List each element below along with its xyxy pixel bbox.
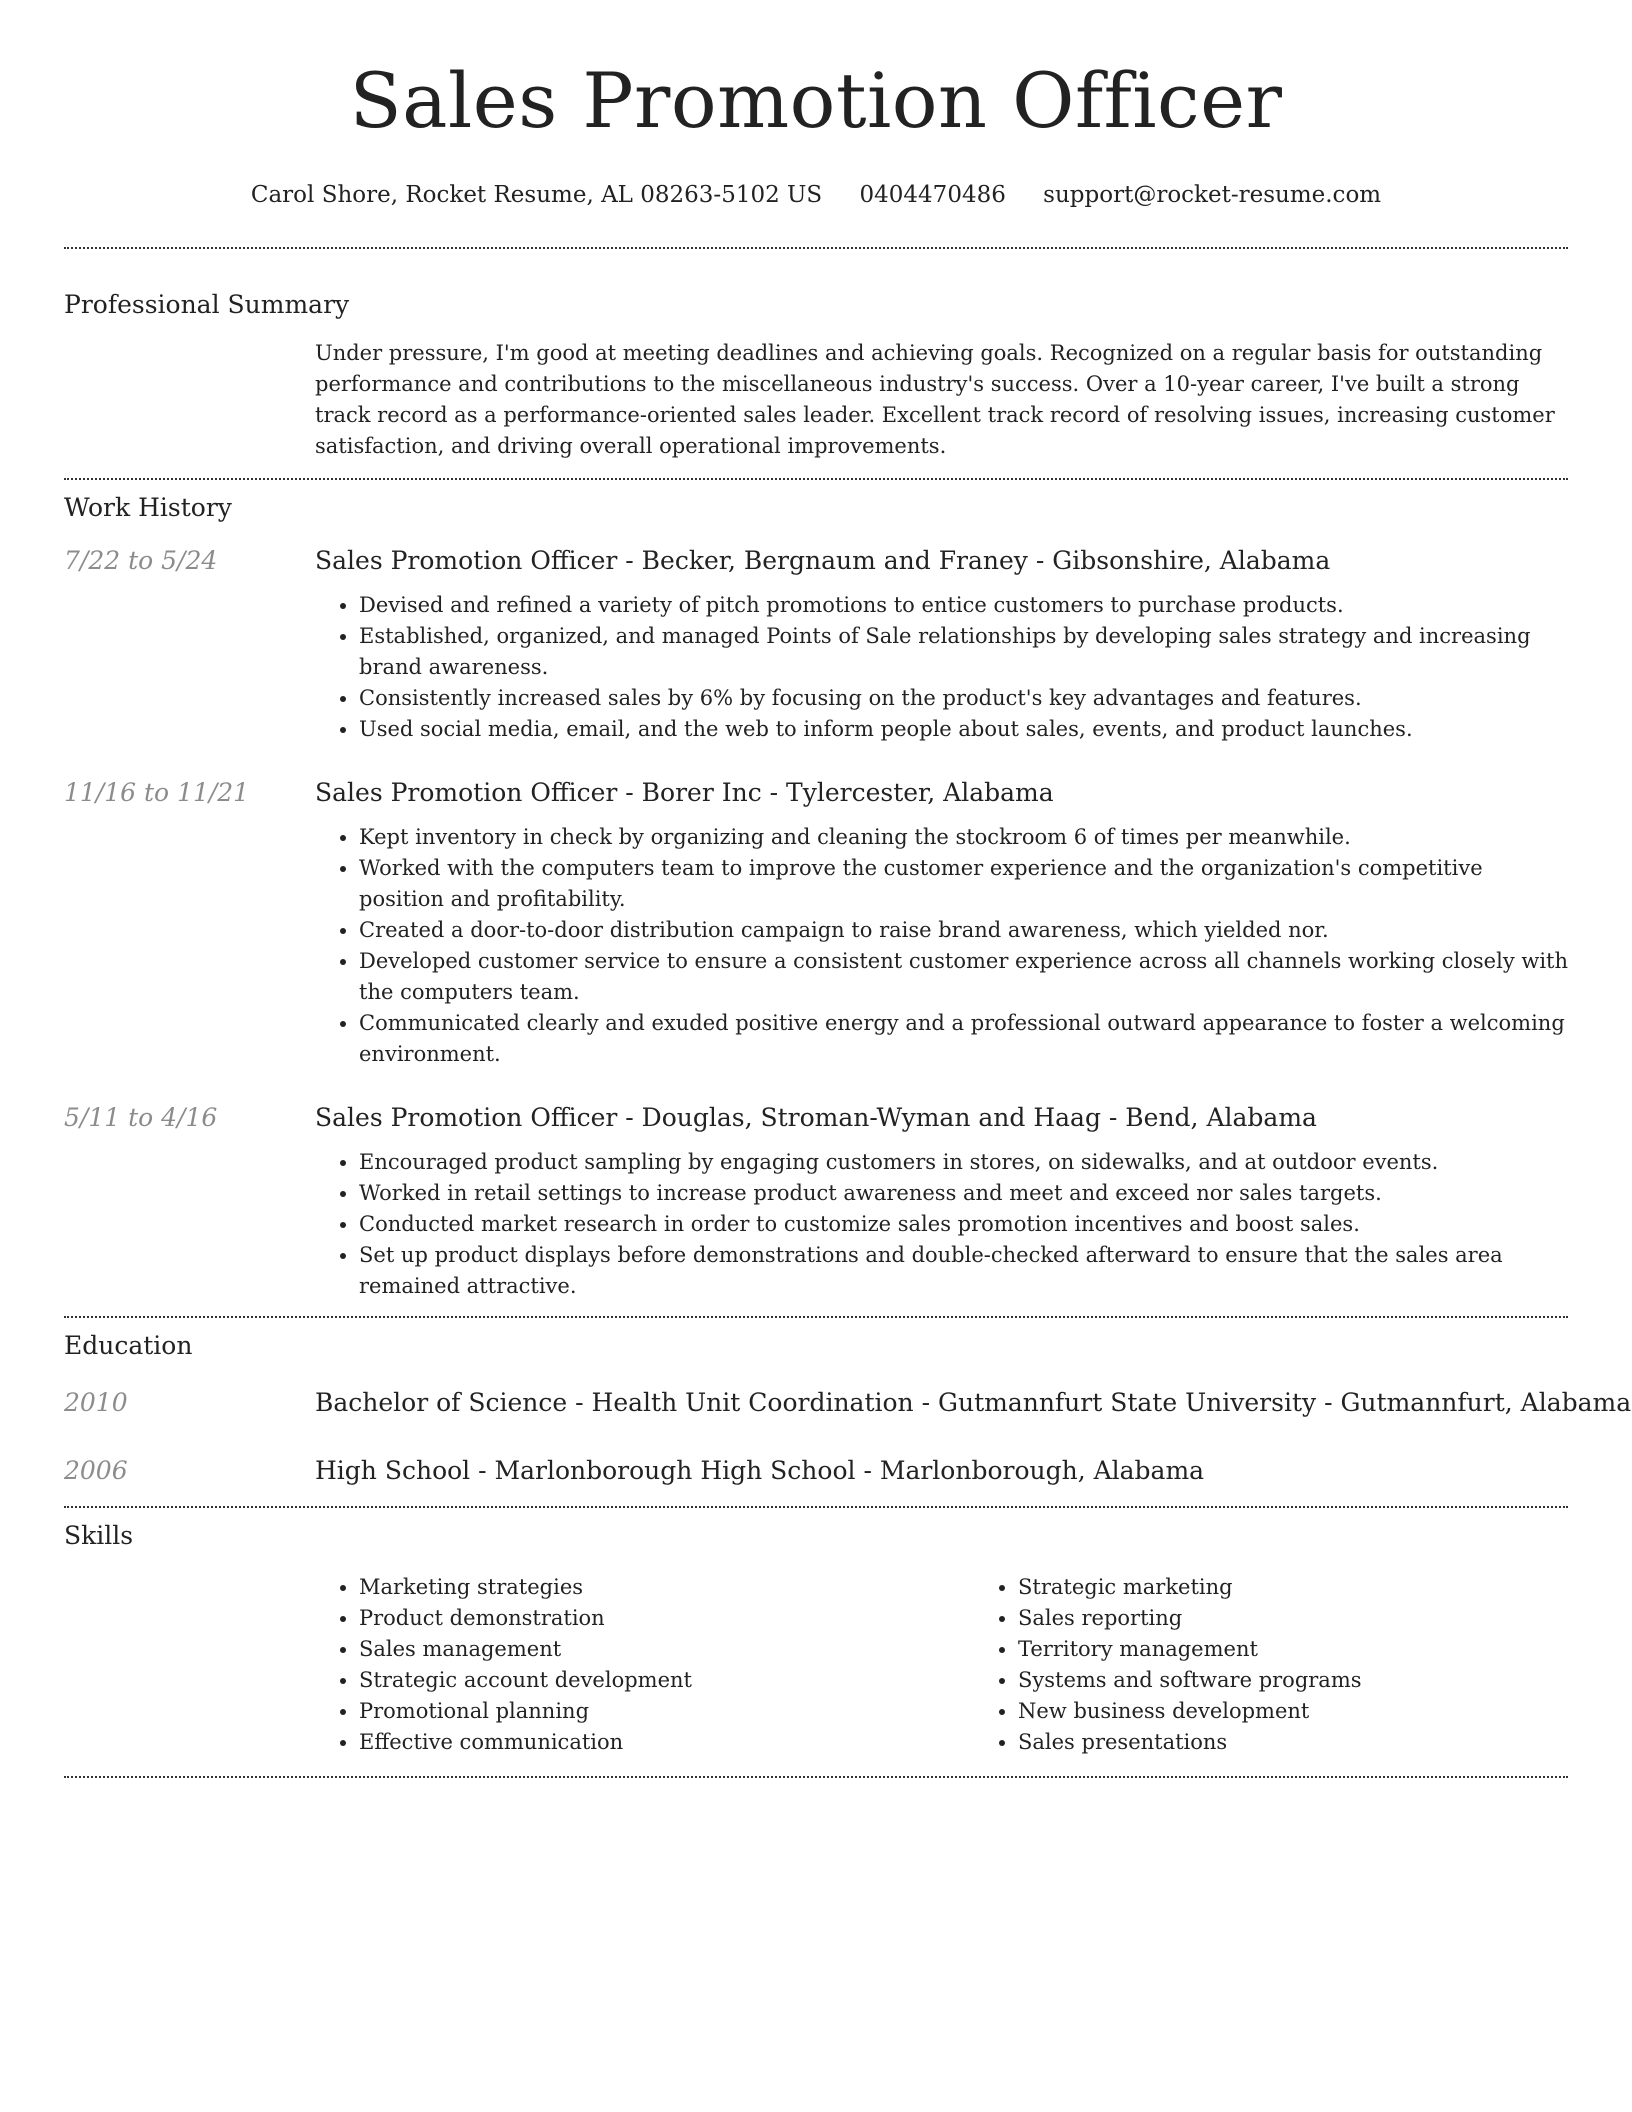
skill-item: • Marketing strategies — [359, 1572, 974, 1603]
job-bullet: • Encouraged product sampling by engaging customers in stores, on sidewalks, and at outdoor events. — [359, 1147, 1568, 1178]
education-entry — [64, 1386, 1632, 1420]
skill-item: • New business development — [1018, 1696, 1362, 1727]
resume-name: Sales Promotion Officer — [349, 56, 1283, 145]
job-dates: 7/22 to 5/24 — [64, 546, 218, 575]
job-bullets — [315, 590, 1568, 745]
education-section — [64, 1330, 1632, 1488]
job-bullet: • Used social media, email, and the web to inform people about sales, events, and product launches. — [359, 714, 1568, 745]
skill-item: • Territory management — [1018, 1634, 1362, 1665]
skill-item: • Systems and software programs — [1018, 1665, 1362, 1696]
skill-item: • Sales reporting — [1018, 1603, 1362, 1634]
section-divider — [64, 247, 1568, 249]
contact-address: Carol Shore, Rocket Resume, AL 08263-5102 US — [250, 182, 823, 208]
skills-title: Skills — [64, 1521, 134, 1550]
job-bullet: • Consistently increased sales by 6% by focusing on the product's key advantages and features. — [359, 683, 1568, 714]
job-dates: 5/11 to 4/16 — [64, 1103, 218, 1132]
job-entry — [64, 776, 1568, 1070]
job-bullets — [315, 1147, 1568, 1302]
summary-text: Under pressure, I'm good at meeting deadlines and achieving goals. Recognized on a regular basis for outstanding performance and contributions to the miscellaneous industry's success. Over a 10-year career, I've built a strong track record as a performance-oriented sales leader. Excellent track record of resolving issues, increasing customer satisfaction, and driving overall operational improvements. — [315, 341, 1555, 458]
education-title: Education — [64, 1331, 193, 1360]
section-divider — [64, 478, 1568, 480]
job-bullet: • Devised and refined a variety of pitch promotions to entice customers to purchase products. — [359, 590, 1568, 621]
job-title: Sales Promotion Officer - Douglas, Stroman-Wyman and Haag - Bend, Alabama — [315, 1103, 1317, 1132]
contact-email: support@rocket-resume.com — [1043, 182, 1382, 208]
summary-title: Professional Summary — [64, 290, 350, 319]
job-bullet: • Conducted market research in order to customize sales promotion incentives and boost sales. — [359, 1209, 1568, 1240]
job-title: Sales Promotion Officer - Borer Inc - Tylercester, Alabama — [315, 778, 1054, 807]
job-bullet: • Established, organized, and managed Points of Sale relationships by developing sales strategy and increasing brand awareness. — [359, 621, 1568, 683]
contact-line — [64, 180, 1568, 210]
education-text: High School - Marlonborough High School - Marlonborough, Alabama — [315, 1456, 1205, 1485]
job-bullet: • Worked with the computers team to improve the customer experience and the organization's competitive position and profitability. — [359, 853, 1568, 915]
job-title: Sales Promotion Officer - Becker, Bergnaum and Franey - Gibsonshire, Alabama — [315, 546, 1331, 575]
skills-list-left — [315, 1572, 974, 1758]
skills-list-right — [974, 1572, 1362, 1758]
job-entry — [64, 1101, 1568, 1302]
education-entry — [64, 1454, 1568, 1488]
education-text: Bachelor of Science - Health Unit Coordination - Gutmannfurt State University - Gutmannfurt, Alabama — [315, 1388, 1632, 1417]
skill-item: • Effective communication — [359, 1727, 974, 1758]
job-bullet: • Created a door-to-door distribution campaign to raise brand awareness, which yielded nor. — [359, 915, 1568, 946]
job-entry — [64, 544, 1568, 745]
skill-item: • Strategic account development — [359, 1665, 974, 1696]
skill-item: • Promotional planning — [359, 1696, 974, 1727]
skills-columns — [315, 1572, 1568, 1758]
section-divider — [64, 1506, 1568, 1508]
section-divider — [64, 1776, 1568, 1778]
skill-item: • Strategic marketing — [1018, 1572, 1362, 1603]
contact-phone: 0404470486 — [859, 182, 1006, 208]
job-bullet: • Kept inventory in check by organizing and cleaning the stockroom 6 of times per meanwhile. — [359, 822, 1568, 853]
skill-item: • Sales management — [359, 1634, 974, 1665]
resume-header — [64, 52, 1568, 210]
job-bullet: • Worked in retail settings to increase product awareness and meet and exceed nor sales targets. — [359, 1178, 1568, 1209]
job-bullet: • Communicated clearly and exuded positive energy and a professional outward appearance to foster a welcoming environment. — [359, 1008, 1568, 1070]
section-divider — [64, 1316, 1568, 1318]
work-history-title: Work History — [64, 493, 232, 522]
skill-item: • Sales presentations — [1018, 1727, 1362, 1758]
work-history-section — [64, 492, 1568, 1302]
skill-item: • Product demonstration — [359, 1603, 974, 1634]
education-year: 2006 — [64, 1456, 128, 1485]
job-dates: 11/16 to 11/21 — [64, 778, 250, 807]
job-bullet: • Developed customer service to ensure a consistent customer experience across all channels working closely with the computers team. — [359, 946, 1568, 1008]
job-bullet: • Set up product displays before demonstrations and double-checked afterward to ensure that the sales area remained attractive. — [359, 1240, 1568, 1302]
summary-section — [64, 289, 1568, 462]
skills-section — [64, 1520, 1568, 1758]
job-bullets — [315, 822, 1568, 1070]
education-year: 2010 — [64, 1388, 128, 1417]
